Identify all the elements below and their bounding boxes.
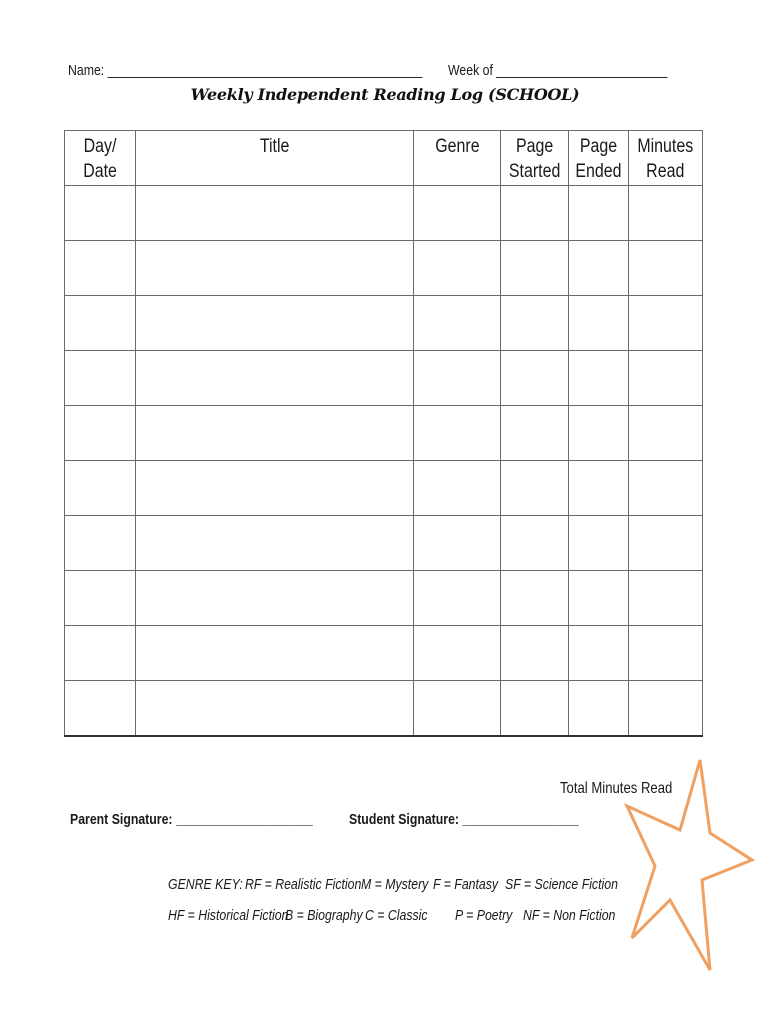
name-field[interactable] [68, 62, 500, 79]
table-row [65, 461, 703, 516]
cell-page-started[interactable] [501, 571, 569, 626]
table-row [65, 681, 703, 737]
parent-signature-label: Parent Signature: ____________________ [70, 811, 313, 828]
cell-title[interactable] [136, 571, 414, 626]
genre-key-f: F = Fantasy [433, 876, 499, 893]
table-row [65, 516, 703, 571]
column-header-page-ended: Page Ended [569, 131, 629, 186]
cell-page-started[interactable] [501, 296, 569, 351]
table-body [65, 186, 703, 737]
cell-page-ended[interactable] [569, 351, 629, 406]
cell-title[interactable] [136, 461, 414, 516]
table-row [65, 296, 703, 351]
cell-day-date[interactable] [65, 296, 136, 351]
cell-page-started[interactable] [501, 241, 569, 296]
cell-title[interactable] [136, 296, 414, 351]
cell-minutes-read[interactable] [629, 296, 703, 351]
name-label: Name: ______________________________________________ [68, 62, 423, 79]
cell-title[interactable] [136, 406, 414, 461]
table-row [65, 186, 703, 241]
total-minutes-label: Total Minutes Read [560, 780, 673, 797]
cell-page-started[interactable] [501, 516, 569, 571]
column-header-day-date: Day/ Date [65, 131, 136, 186]
cell-minutes-read[interactable] [629, 406, 703, 461]
cell-minutes-read[interactable] [629, 241, 703, 296]
star-outline-icon [620, 755, 760, 980]
cell-title[interactable] [136, 626, 414, 681]
cell-page-started[interactable] [501, 351, 569, 406]
cell-genre[interactable] [414, 461, 501, 516]
cell-title[interactable] [136, 241, 414, 296]
genre-key-m: M = Mystery [361, 876, 429, 893]
cell-minutes-read[interactable] [629, 681, 703, 737]
genre-key-hf: HF = Historical Fiction [168, 907, 289, 924]
table-row [65, 351, 703, 406]
cell-day-date[interactable] [65, 406, 136, 461]
cell-genre[interactable] [414, 571, 501, 626]
cell-page-ended[interactable] [569, 406, 629, 461]
week-field[interactable] [448, 62, 715, 79]
cell-page-ended[interactable] [569, 626, 629, 681]
cell-genre[interactable] [414, 681, 501, 737]
week-label: Week of _________________________ [448, 62, 668, 79]
cell-title[interactable] [136, 516, 414, 571]
page-title: Weekly Independent Reading Log (SCHOOL) [190, 85, 580, 104]
student-signature-label: Student Signature: _________________ [349, 811, 579, 828]
table-header-row [65, 131, 703, 186]
cell-minutes-read[interactable] [629, 186, 703, 241]
cell-page-started[interactable] [501, 406, 569, 461]
genre-key-nf: NF = Non Fiction [523, 907, 616, 924]
cell-day-date[interactable] [65, 571, 136, 626]
cell-day-date[interactable] [65, 186, 136, 241]
column-header-genre: Genre [414, 131, 501, 186]
genre-key-p: P = Poetry [455, 907, 513, 924]
student-signature-field[interactable] [349, 811, 629, 828]
genre-key-heading: GENRE KEY: [168, 876, 243, 893]
reading-log-table [64, 130, 703, 737]
genre-key-sf: SF = Science Fiction [505, 876, 618, 893]
cell-minutes-read[interactable] [629, 516, 703, 571]
column-header-page-started: Page Started [501, 131, 569, 186]
cell-minutes-read[interactable] [629, 626, 703, 681]
cell-page-started[interactable] [501, 681, 569, 737]
cell-day-date[interactable] [65, 626, 136, 681]
cell-page-ended[interactable] [569, 571, 629, 626]
cell-page-ended[interactable] [569, 681, 629, 737]
table-row [65, 571, 703, 626]
genre-key-rf: RF = Realistic Fiction [245, 876, 362, 893]
cell-genre[interactable] [414, 241, 501, 296]
cell-page-ended[interactable] [569, 516, 629, 571]
cell-genre[interactable] [414, 296, 501, 351]
cell-page-started[interactable] [501, 461, 569, 516]
cell-minutes-read[interactable] [629, 461, 703, 516]
cell-genre[interactable] [414, 351, 501, 406]
cell-page-ended[interactable] [569, 461, 629, 516]
column-header-title: Title [136, 131, 414, 186]
cell-day-date[interactable] [65, 461, 136, 516]
column-header-minutes-read: Minutes Read [629, 131, 703, 186]
cell-genre[interactable] [414, 406, 501, 461]
cell-minutes-read[interactable] [629, 571, 703, 626]
genre-key-c: C = Classic [365, 907, 428, 924]
cell-day-date[interactable] [65, 241, 136, 296]
cell-page-ended[interactable] [569, 241, 629, 296]
cell-genre[interactable] [414, 626, 501, 681]
table-row [65, 626, 703, 681]
cell-genre[interactable] [414, 186, 501, 241]
genre-key-b: B = Biography [285, 907, 363, 924]
cell-page-ended[interactable] [569, 296, 629, 351]
table-row [65, 406, 703, 461]
cell-genre[interactable] [414, 516, 501, 571]
cell-title[interactable] [136, 681, 414, 737]
parent-signature-field[interactable] [70, 811, 366, 828]
cell-page-started[interactable] [501, 626, 569, 681]
cell-title[interactable] [136, 186, 414, 241]
table-row [65, 241, 703, 296]
cell-day-date[interactable] [65, 681, 136, 737]
cell-title[interactable] [136, 351, 414, 406]
cell-day-date[interactable] [65, 516, 136, 571]
cell-day-date[interactable] [65, 351, 136, 406]
cell-minutes-read[interactable] [629, 351, 703, 406]
cell-page-started[interactable] [501, 186, 569, 241]
cell-page-ended[interactable] [569, 186, 629, 241]
